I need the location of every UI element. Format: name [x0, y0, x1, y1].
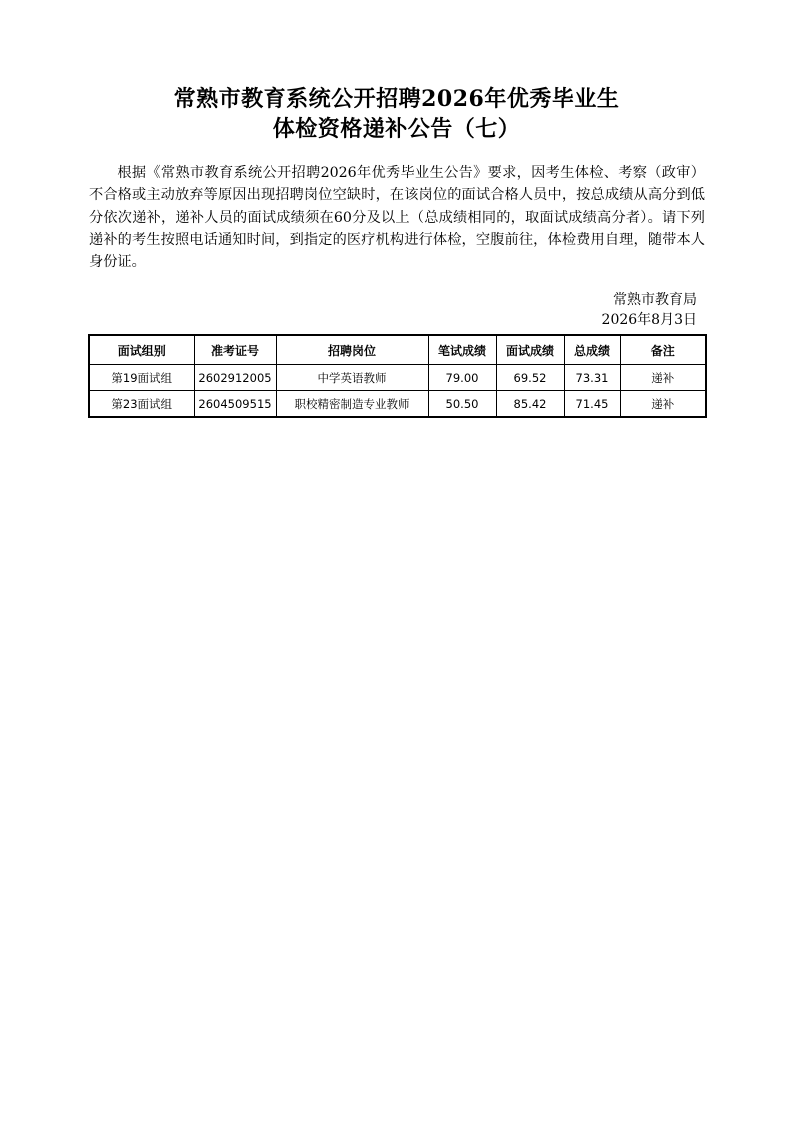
issuer: 常熟市教育局: [613, 292, 697, 308]
header-interview-group: 面试组别: [89, 335, 194, 365]
document-title-line2: 体检资格递补公告（七）: [272, 116, 521, 142]
cell-total-score: 73.31: [564, 365, 620, 391]
cell-remark: 递补: [620, 391, 706, 418]
candidates-table: [88, 334, 707, 418]
cell-position: 职校精密制造专业教师: [276, 391, 428, 418]
announcement-body: 根据《常熟市教育系统公开招聘2026年优秀毕业生公告》要求，因考生体检、考察（政审）不合格或主动放弃等原因出现招聘岗位空缺时，在该岗位的面试合格人员中，按总成绩从高分到低分依次递补，递补人员的面试成绩须在60分及以上（总成绩相同的，取面试成绩高分者）。请下列递补的考生按照电话通知时间，到指定的医疗机构进行体检，空腹前往，体检费用自理，随带本人身份证。: [89, 165, 705, 271]
cell-remark: 递补: [620, 365, 706, 391]
table-header-row: [89, 335, 706, 365]
header-remark: 备注: [620, 335, 706, 365]
header-admission-number: 准考证号: [194, 335, 276, 365]
document-title-line1: 常熟市教育系统公开招聘2026年优秀毕业生: [173, 86, 620, 112]
cell-interview-group: 第23面试组: [89, 391, 194, 418]
cell-interview-score: 85.42: [496, 391, 564, 418]
cell-total-score: 71.45: [564, 391, 620, 418]
table-row: [89, 391, 706, 418]
cell-position: 中学英语教师: [276, 365, 428, 391]
header-total-score: 总成绩: [564, 335, 620, 365]
cell-admission-number: 2602912005: [194, 365, 276, 391]
cell-written-score: 50.50: [428, 391, 496, 418]
issue-date: 2026年8月3日: [601, 312, 697, 328]
table-row: [89, 365, 706, 391]
header-position: 招聘岗位: [276, 335, 428, 365]
cell-interview-score: 69.52: [496, 365, 564, 391]
cell-admission-number: 2604509515: [194, 391, 276, 418]
header-interview-score: 面试成绩: [496, 335, 564, 365]
header-written-score: 笔试成绩: [428, 335, 496, 365]
cell-interview-group: 第19面试组: [89, 365, 194, 391]
cell-written-score: 79.00: [428, 365, 496, 391]
